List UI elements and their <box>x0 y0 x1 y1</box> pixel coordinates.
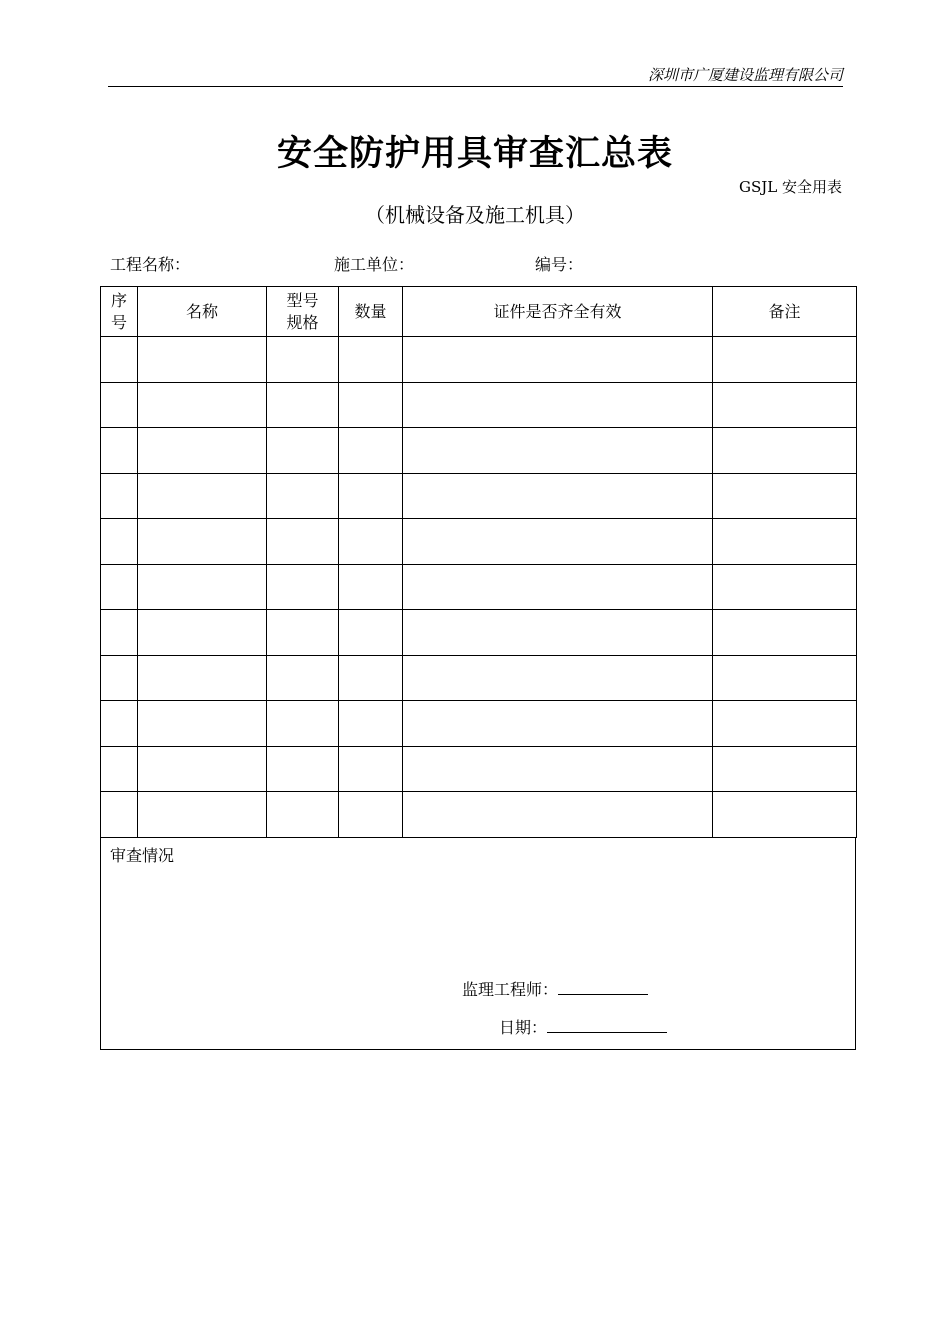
table-cell[interactable] <box>101 792 138 838</box>
form-code: GSJL 安全用表 <box>738 178 842 196</box>
table-row <box>101 655 857 701</box>
table-cell[interactable] <box>339 746 403 792</box>
table-cell[interactable] <box>267 428 339 474</box>
table-cell[interactable] <box>138 701 267 747</box>
table-cell[interactable] <box>101 746 138 792</box>
table-cell[interactable] <box>403 655 713 701</box>
table-cell[interactable] <box>403 701 713 747</box>
table-row <box>101 473 857 519</box>
table-row <box>101 746 857 792</box>
table-cell[interactable] <box>713 382 857 428</box>
header-name: 名称 <box>138 287 267 337</box>
table-cell[interactable] <box>403 382 713 428</box>
table-row <box>101 564 857 610</box>
table-cell[interactable] <box>713 655 857 701</box>
table-cell[interactable] <box>339 701 403 747</box>
table-cell[interactable] <box>101 701 138 747</box>
table-cell[interactable] <box>339 564 403 610</box>
table-cell[interactable] <box>339 610 403 656</box>
table-row <box>101 382 857 428</box>
table-cell[interactable] <box>403 473 713 519</box>
table-cell[interactable] <box>101 473 138 519</box>
construction-unit-label: 施工单位： <box>334 255 415 274</box>
table-cell[interactable] <box>403 746 713 792</box>
company-header: 深圳市广厦建设监理有限公司 <box>108 64 843 87</box>
table-cell[interactable] <box>403 564 713 610</box>
table-cell[interactable] <box>403 610 713 656</box>
review-table <box>100 286 857 838</box>
table-cell[interactable] <box>339 337 403 383</box>
table-cell[interactable] <box>138 564 267 610</box>
table-cell[interactable] <box>339 428 403 474</box>
table-cell[interactable] <box>713 564 857 610</box>
table-row <box>101 519 857 565</box>
header-seq: 序 号 <box>101 287 138 337</box>
table-cell[interactable] <box>267 701 339 747</box>
table-cell[interactable] <box>267 564 339 610</box>
table-cell[interactable] <box>267 792 339 838</box>
table-cell[interactable] <box>138 655 267 701</box>
date-signature-line[interactable] <box>547 1016 667 1033</box>
number-label: 编号： <box>535 255 584 274</box>
table-row <box>101 337 857 383</box>
form-title: 安全防护用具审查汇总表 <box>276 133 673 174</box>
table-cell[interactable] <box>267 746 339 792</box>
header-cert: 证件是否齐全有效 <box>403 287 713 337</box>
engineer-signature-line[interactable] <box>558 978 648 995</box>
form-subtitle: （机械设备及施工机具） <box>365 203 585 227</box>
table-cell[interactable] <box>403 428 713 474</box>
project-name-label: 工程名称： <box>110 255 191 274</box>
table-cell[interactable] <box>339 519 403 565</box>
table-cell[interactable] <box>138 746 267 792</box>
table-row <box>101 792 857 838</box>
table-row <box>101 428 857 474</box>
table-cell[interactable] <box>713 428 857 474</box>
table-cell[interactable] <box>713 473 857 519</box>
table-cell[interactable] <box>138 382 267 428</box>
table-cell[interactable] <box>713 701 857 747</box>
table-cell[interactable] <box>713 746 857 792</box>
engineer-signature: 监理工程师： <box>462 977 648 1000</box>
table-cell[interactable] <box>267 337 339 383</box>
table-cell[interactable] <box>403 337 713 383</box>
table-cell[interactable] <box>403 792 713 838</box>
review-label: 审查情况 <box>110 846 175 865</box>
table-cell[interactable] <box>339 382 403 428</box>
table-row <box>101 610 857 656</box>
table-cell[interactable] <box>713 337 857 383</box>
review-section <box>100 837 856 1050</box>
table-cell[interactable] <box>713 519 857 565</box>
table-cell[interactable] <box>138 337 267 383</box>
table-cell[interactable] <box>138 792 267 838</box>
table-cell[interactable] <box>267 655 339 701</box>
header-qty: 数量 <box>339 287 403 337</box>
table-cell[interactable] <box>267 473 339 519</box>
table-cell[interactable] <box>713 792 857 838</box>
table-cell[interactable] <box>138 428 267 474</box>
table-cell[interactable] <box>339 473 403 519</box>
table-cell[interactable] <box>101 337 138 383</box>
table-cell[interactable] <box>339 792 403 838</box>
header-remark: 备注 <box>713 287 857 337</box>
table-row <box>101 701 857 747</box>
date-signature: 日期： <box>499 1015 667 1038</box>
table-cell[interactable] <box>403 519 713 565</box>
table-cell[interactable] <box>138 519 267 565</box>
header-model: 型号 规格 <box>267 287 339 337</box>
table-cell[interactable] <box>101 428 138 474</box>
table-header-row <box>101 287 857 337</box>
table-cell[interactable] <box>138 473 267 519</box>
table-cell[interactable] <box>101 655 138 701</box>
table-cell[interactable] <box>101 519 138 565</box>
table-cell[interactable] <box>267 610 339 656</box>
table-cell[interactable] <box>138 610 267 656</box>
table-cell[interactable] <box>101 564 138 610</box>
table-cell[interactable] <box>267 382 339 428</box>
table-cell[interactable] <box>267 519 339 565</box>
table-cell[interactable] <box>101 610 138 656</box>
table-cell[interactable] <box>713 610 857 656</box>
table-cell[interactable] <box>339 655 403 701</box>
table-cell[interactable] <box>101 382 138 428</box>
